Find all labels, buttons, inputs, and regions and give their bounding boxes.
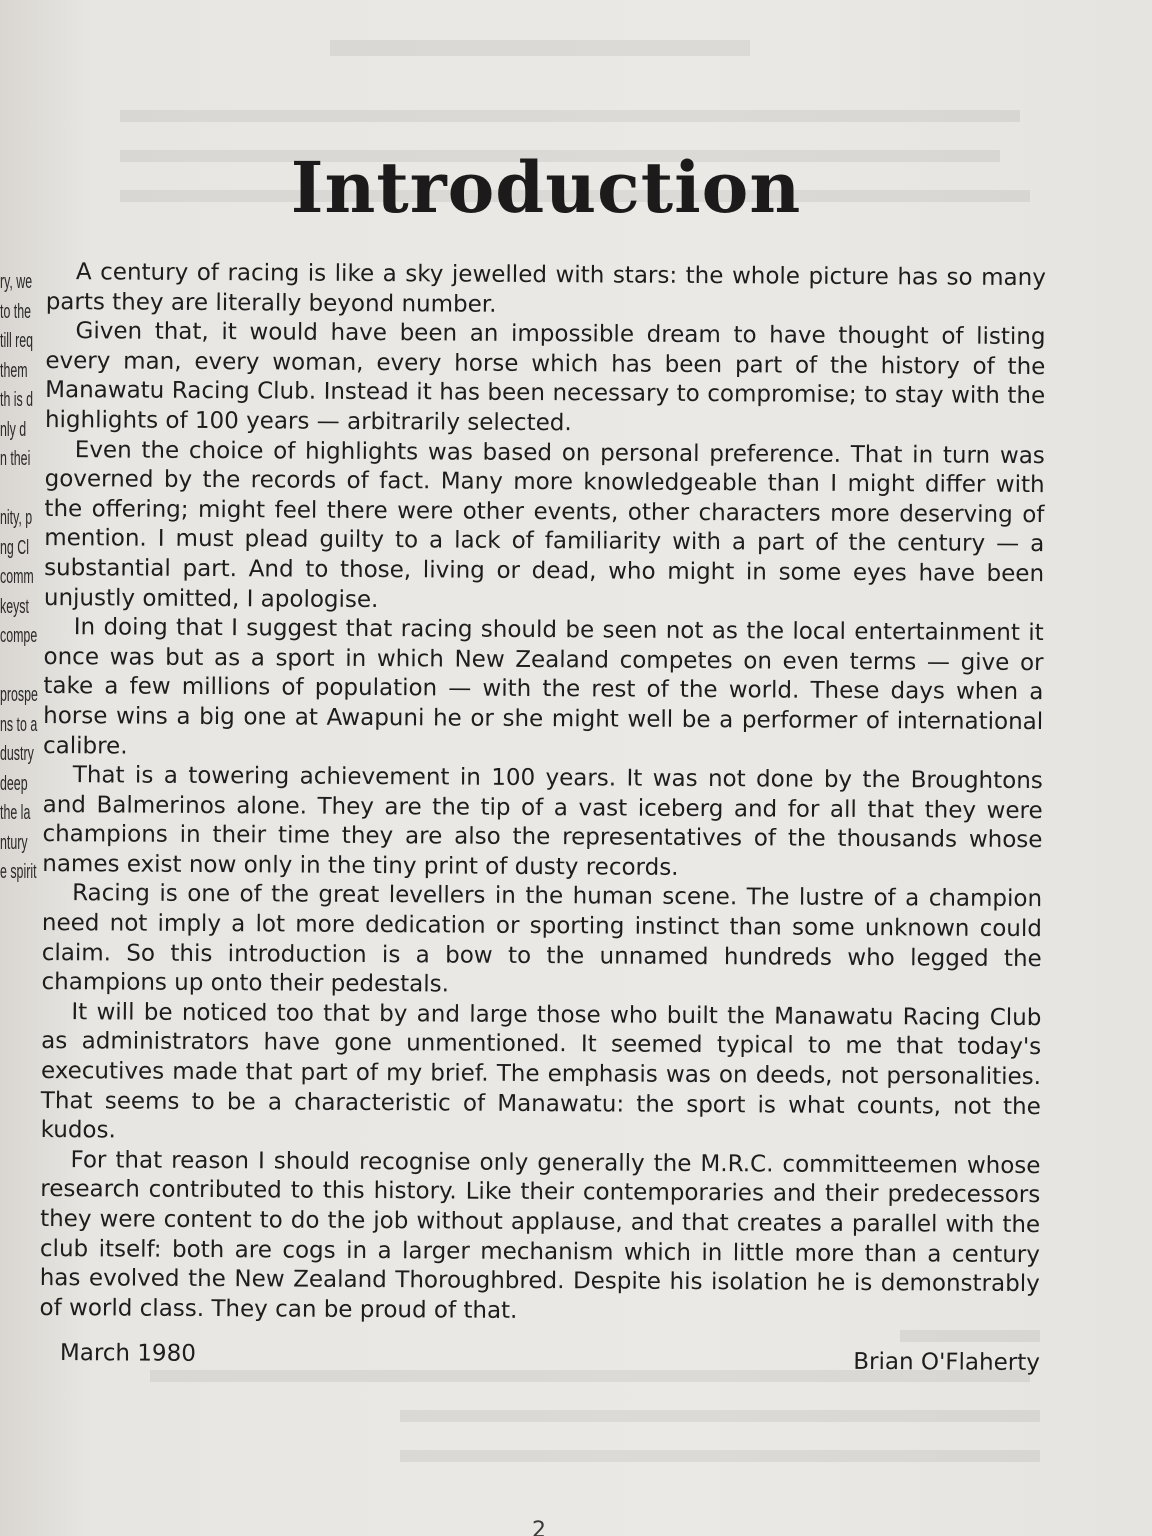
paragraph-3: Even the choice of highlights was based on personal preference. That in turn was governed by the records of fact. Many more knowledgeable than I might differ with the offering; might feel there were other events, other characters more deserving of mention. I must plead guilty to a lack of familiarity with a part of the century — a substantial part. And to those, living or dead, who might in some eyes have been unjustly omitted, I apologise. [43,436,1045,613]
margin-fragment [0,652,26,682]
margin-fragment: ns to a [0,713,38,736]
paragraph-4: In doing that I suggest that racing should be seen not as the local entertainment it once was but as a sport in which New Zealand competes on even terms — give or take a few millions of population — with the rest of the world. These days when a horse wins a big one at Awapuni he or she might well be a performer of international calibre. [42,614,1044,760]
paragraph-7: It will be noticed too that by and large those who built the Manawatu Racing Club as administrators have gone unmentioned. It seemed typical to me that today's executives made that part of my brief. The emphasis was on deeds, not personalities. That seems to be a characteristic of Manawatu: the sport is what counts, not the kudos. [40,999,1042,1144]
margin-fragment: nly d [0,418,27,441]
margin-fragment: dustry [0,743,34,765]
margin-fragment: ng Cl [0,536,29,559]
margin-fragment: till req [0,330,34,352]
signoff-author: Brian O'Flaherty [853,1348,1040,1376]
margin-fragment: to the [0,300,32,323]
paragraph-2: Given that, it would have been an impossible dream to have thought of listing every man, every woman, every horse which has been part of the history of the Manawatu Racing Club. Instead it has been necessary to compromise; to stay with the highlights of 100 years — arbitrarily selected. [44,318,1046,437]
margin-fragment: th is d [0,389,34,411]
margin-fragment: ry, we [0,271,33,293]
paragraph-1: A century of racing is like a sky jewelled with stars: the whole picture has so many parts they are literally beyond number. [45,259,1046,318]
introduction-body [39,258,1045,1329]
margin-fragment: deep [0,772,28,795]
signoff-date: March 1980 [59,1340,196,1367]
signoff [59,1340,1040,1376]
margin-fragment: them [0,359,28,382]
paragraph-6: Racing is one of the great levellers in the human scene. The lustre of a champion need not imply a lot more dedication or sporting instinct than some unknown could claim. So this introduction is a bow to the unnamed hundreds who legged the champions up onto their pedestals. [41,880,1043,998]
margin-fragment: comm [0,566,34,588]
margin-fragment: nity, p [0,507,33,529]
margin-fragment: the la [0,802,31,824]
margin-fragment: ntury [0,831,28,854]
margin-fragment: prospe [0,684,38,706]
paragraph-8: For that reason I should recognise only generally the M.R.C. committeemen whose research contributed to this history. Like their contemporaries and their predecessors they were content to do the job without applause, and that creates a parallel with the club itself: both are cogs in a larger mechanism which in little more than a century has evolved the New Zealand Thoroughbred. Despite his isolation he is demonstrably of world class. They can be proud of that. [39,1146,1041,1324]
page-number: 2 [532,1518,546,1536]
margin-fragment: compe [0,625,38,647]
page-title: Introduction [290,146,802,229]
facing-page-edge-text [0,268,38,888]
paragraph-5: That is a towering achievement in 100 years. It was not done by the Broughtons and Balmerinos alone. They are the tip of a vast iceberg and for all that they were champions in their time they are also the representatives of the thousands whose names exist now only in the tiny print of dusty records. [42,762,1043,881]
margin-fragment [0,475,26,505]
margin-fragment: keyst [0,595,29,618]
margin-fragment: e spirit [0,861,37,883]
margin-fragment: n thei [0,448,31,470]
